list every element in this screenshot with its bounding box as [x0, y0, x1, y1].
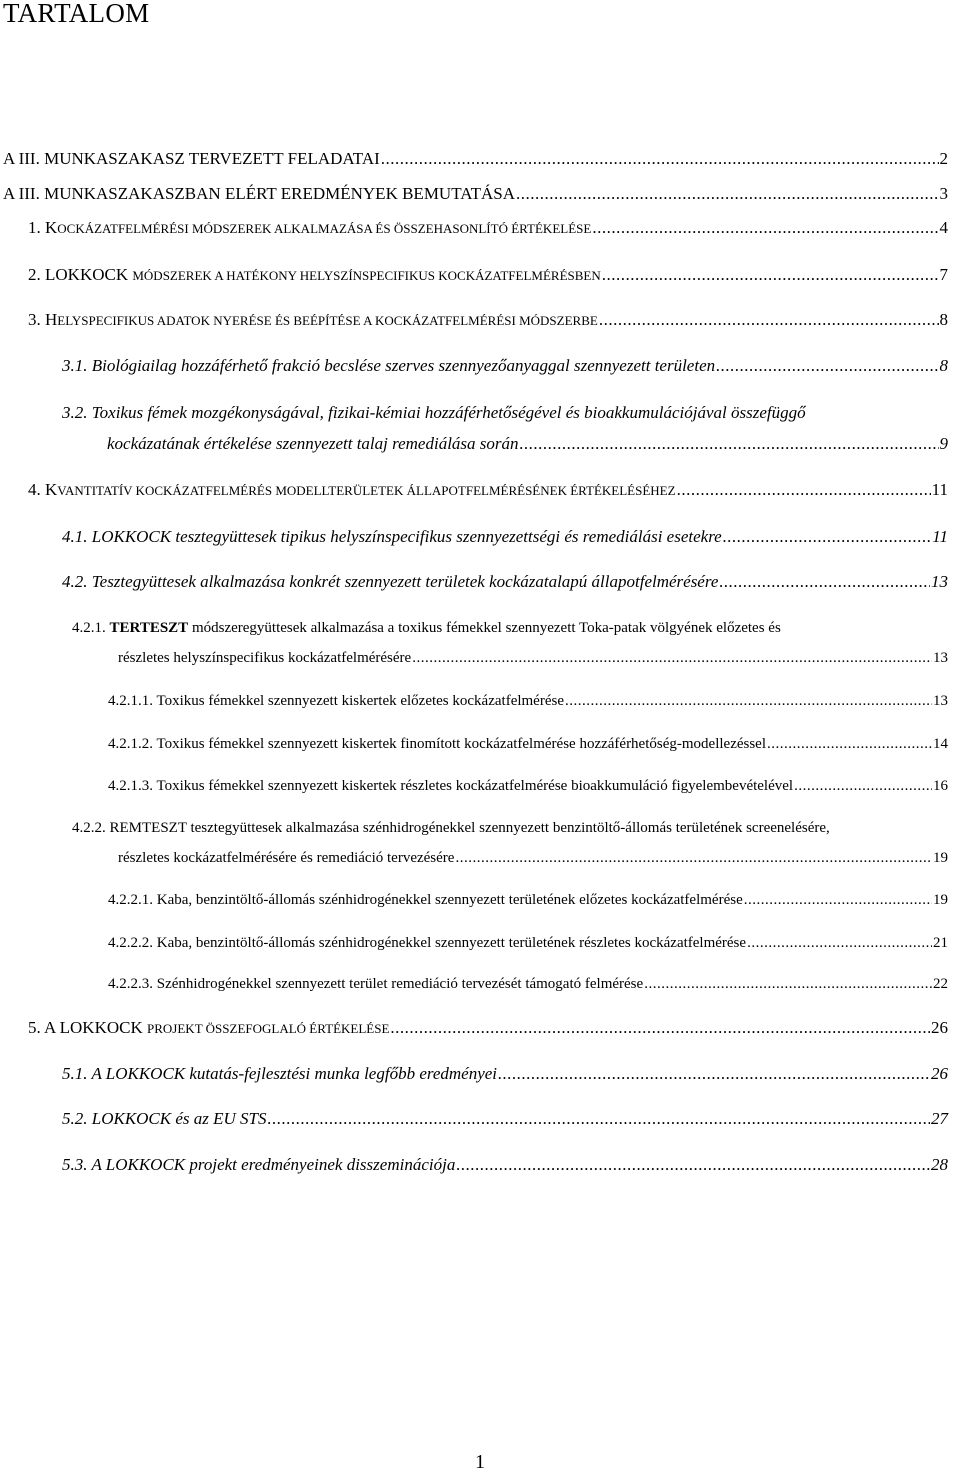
toc-leader: [677, 480, 931, 500]
toc-entry-continuation[interactable]: [107, 434, 948, 454]
toc-page-number: 13: [931, 572, 948, 591]
toc-page-number: 11: [932, 527, 948, 546]
toc-page-number: 14: [933, 736, 948, 752]
toc-entry[interactable]: [108, 935, 948, 952]
toc-page-number: 26: [931, 1018, 948, 1037]
toc-entry-label: 4.2.1.3. Toxikus fémekkel szennyezett kiskertek részletes kockázatfelmérése bioakkumuláció figyelembevételével: [108, 778, 794, 794]
toc-page-number: 19: [933, 892, 948, 908]
toc-leader: [602, 265, 939, 285]
toc-page-number: 19: [933, 850, 948, 866]
toc-entry[interactable]: [108, 976, 948, 993]
toc-page-number: 16: [933, 778, 948, 794]
toc-entry[interactable]: [62, 403, 806, 423]
toc-entry-label: ELYSPECIFIKUS ADATOK NYERÉSE ÉS BEÉPÍTÉSE A KOCKÁZATFELMÉRÉSI MÓDSZERBE: [57, 313, 598, 328]
toc-leader: [390, 1018, 930, 1038]
toc-entry[interactable]: [28, 218, 948, 238]
toc-entry[interactable]: [108, 892, 948, 909]
toc-page-number: 3: [939, 184, 948, 203]
toc-entry[interactable]: [62, 1064, 948, 1084]
toc-entry-label: A III. MUNKASZAKASZBAN ELÉRT EREDMÉNYEK BEMUTATÁSA: [3, 184, 516, 203]
toc-entry-label: 4.2.2.3. Szénhidrogénekkel szennyezett terület remediáció tervezését támogató felmérése: [108, 976, 644, 992]
toc-entry[interactable]: [62, 572, 948, 592]
toc-entry-label: kockázatának értékelése szennyezett talaj remediálása során: [107, 434, 519, 453]
toc-entry-continuation[interactable]: [118, 650, 948, 667]
toc-page-number: 8: [939, 356, 948, 375]
toc-leader: [565, 693, 932, 710]
page-number: 1: [475, 1451, 485, 1473]
toc-page-number: 9: [939, 434, 948, 453]
toc-leader: [592, 218, 938, 238]
toc-page-number: 7: [939, 265, 948, 284]
toc-page-number: 8: [939, 310, 948, 329]
toc-entry-label: 4.2.1.2. Toxikus fémekkel szennyezett kiskertek finomított kockázatfelmérése hozzáférhetőség-modellezéssel: [108, 736, 767, 752]
page-title: TARTALOM: [3, 0, 150, 28]
toc-entry-label: A III. MUNKASZAKASZ TERVEZETT FELADATAI: [3, 149, 380, 168]
toc-entry[interactable]: [28, 265, 948, 285]
toc-leader: [381, 149, 939, 169]
toc-entry[interactable]: [28, 480, 948, 500]
toc-page-number: 4: [939, 218, 948, 237]
toc-leader: [599, 310, 939, 330]
toc-entry-label: 4.2.2.1. Kaba, benzintöltő-állomás szénhidrogénekkel szennyezett területének előzetes kockázatfelmérése: [108, 892, 743, 908]
toc-entry-prefix: 3. H: [28, 310, 58, 329]
toc-entry-label: 4.2. Tesztegyüttesek alkalmazása konkrét szennyezett területek kockázatalapú állapotfelmérésére: [62, 572, 719, 591]
toc-entry-label: részletes helyszínspecifikus kockázatfelmérésére: [118, 650, 412, 666]
toc-leader: [716, 356, 938, 376]
toc-page-number: 27: [931, 1109, 948, 1128]
toc-leader: [767, 736, 932, 753]
toc-leader: [719, 572, 930, 592]
toc-leader: [516, 184, 938, 204]
toc-entry-label: VANTITATÍV KOCKÁZATFELMÉRÉS MODELLTERÜLETEK ÁLLAPOTFELMÉRÉSÉNEK ÉRTÉKELÉSÉHEZ: [57, 483, 676, 498]
toc-leader: [412, 650, 932, 667]
toc-page-number: 11: [931, 480, 948, 499]
toc-entry-label: módszeregyüttesek alkalmazása a toxikus fémekkel szennyezett Toka-patak völgyének előzetes és: [188, 620, 781, 636]
toc-entry-label: 4.2.1.1. Toxikus fémekkel szennyezett kiskertek előzetes kockázatfelmérése: [108, 693, 564, 709]
toc-entry[interactable]: [28, 1018, 948, 1038]
toc-entry-label: 4.2.2. REMTESZT tesztegyüttesek alkalmazása szénhidrogénekkel szennyezett benzintöltő-állomás területének screenelésére,: [72, 820, 830, 836]
toc-entry[interactable]: [62, 527, 948, 547]
toc-entry[interactable]: [72, 820, 830, 837]
toc-entry[interactable]: [3, 149, 948, 169]
toc-entry[interactable]: [108, 736, 948, 753]
toc-entry[interactable]: [72, 620, 781, 637]
toc-entry[interactable]: [108, 693, 948, 710]
toc-page-number: 2: [939, 149, 948, 168]
toc-entry-prefix: 2. LOKKOCK: [28, 265, 133, 284]
toc-entry-label: PROJEKT ÖSSZEFOGLALÓ ÉRTÉKELÉSE: [147, 1021, 390, 1036]
toc-leader: [455, 850, 932, 867]
toc-entry-label: MÓDSZEREK A HATÉKONY HELYSZÍNSPECIFIKUS KOCKÁZATFELMÉRÉSBEN: [132, 268, 601, 283]
toc-entry-label: 5.3. A LOKKOCK projekt eredményeinek disszeminációja: [62, 1155, 456, 1174]
toc-entry-label: 4.1. LOKKOCK tesztegyüttesek tipikus helyszínspecifikus szennyezettségi és remediálási esetekre: [62, 527, 722, 546]
toc-entry-label: 5.2. LOKKOCK és az EU STS: [62, 1109, 267, 1128]
toc-page-number: 26: [931, 1064, 948, 1083]
toc-entry-prefix: 4. K: [28, 480, 58, 499]
toc-entry-label: 3.2. Toxikus fémek mozgékonyságával, fizikai-kémiai hozzáférhetőségével és bioakkumulációjával összefüggő: [62, 403, 806, 422]
toc-entry-prefix: 5. A LOKKOCK: [28, 1018, 148, 1037]
toc-page-number: 28: [931, 1155, 948, 1174]
toc-entry-prefix: 1. K: [28, 218, 58, 237]
toc-entry[interactable]: [62, 1109, 948, 1129]
toc-entry-label: 5.1. A LOKKOCK kutatás-fejlesztési munka legfőbb eredményei: [62, 1064, 498, 1083]
toc-entry-label: OCKÁZATFELMÉRÉSI MÓDSZEREK ALKALMAZÁSA ÉS ÖSSZEHASONLÍTÓ ÉRTÉKELÉSE: [57, 221, 592, 236]
toc-leader: [498, 1064, 930, 1084]
toc-entry[interactable]: [108, 778, 948, 795]
toc-leader: [520, 434, 939, 454]
toc-entry-number: 4.2.1.: [72, 620, 110, 636]
toc-entry[interactable]: [3, 184, 948, 204]
toc-leader: [747, 935, 932, 952]
toc-page-number: 21: [933, 935, 948, 951]
toc-entry[interactable]: [28, 310, 948, 330]
toc-entry-label: részletes kockázatfelmérésére és remediáció tervezésére: [118, 850, 455, 866]
toc-page-number: 13: [933, 650, 948, 666]
toc-leader: [744, 892, 932, 909]
toc-leader: [456, 1155, 930, 1175]
toc-leader: [268, 1109, 930, 1129]
toc-leader: [644, 976, 932, 993]
toc-page-number: 22: [933, 976, 948, 992]
toc-page-number: 13: [933, 693, 948, 709]
toc-entry-bold-label: TERTESZT: [109, 620, 189, 636]
toc-entry-label: 3.1. Biológiailag hozzáférhető frakció becslése szerves szennyezőanyaggal szennyezett területen: [62, 356, 716, 375]
toc-entry-label: 4.2.2.2. Kaba, benzintöltő-állomás szénhidrogénekkel szennyezett területének részletes kockázatfelmérése: [108, 935, 747, 951]
toc-leader: [794, 778, 932, 795]
toc-entry[interactable]: [62, 356, 948, 376]
toc-entry-continuation[interactable]: [118, 850, 948, 867]
toc-leader: [723, 527, 932, 547]
toc-entry[interactable]: [62, 1155, 948, 1175]
